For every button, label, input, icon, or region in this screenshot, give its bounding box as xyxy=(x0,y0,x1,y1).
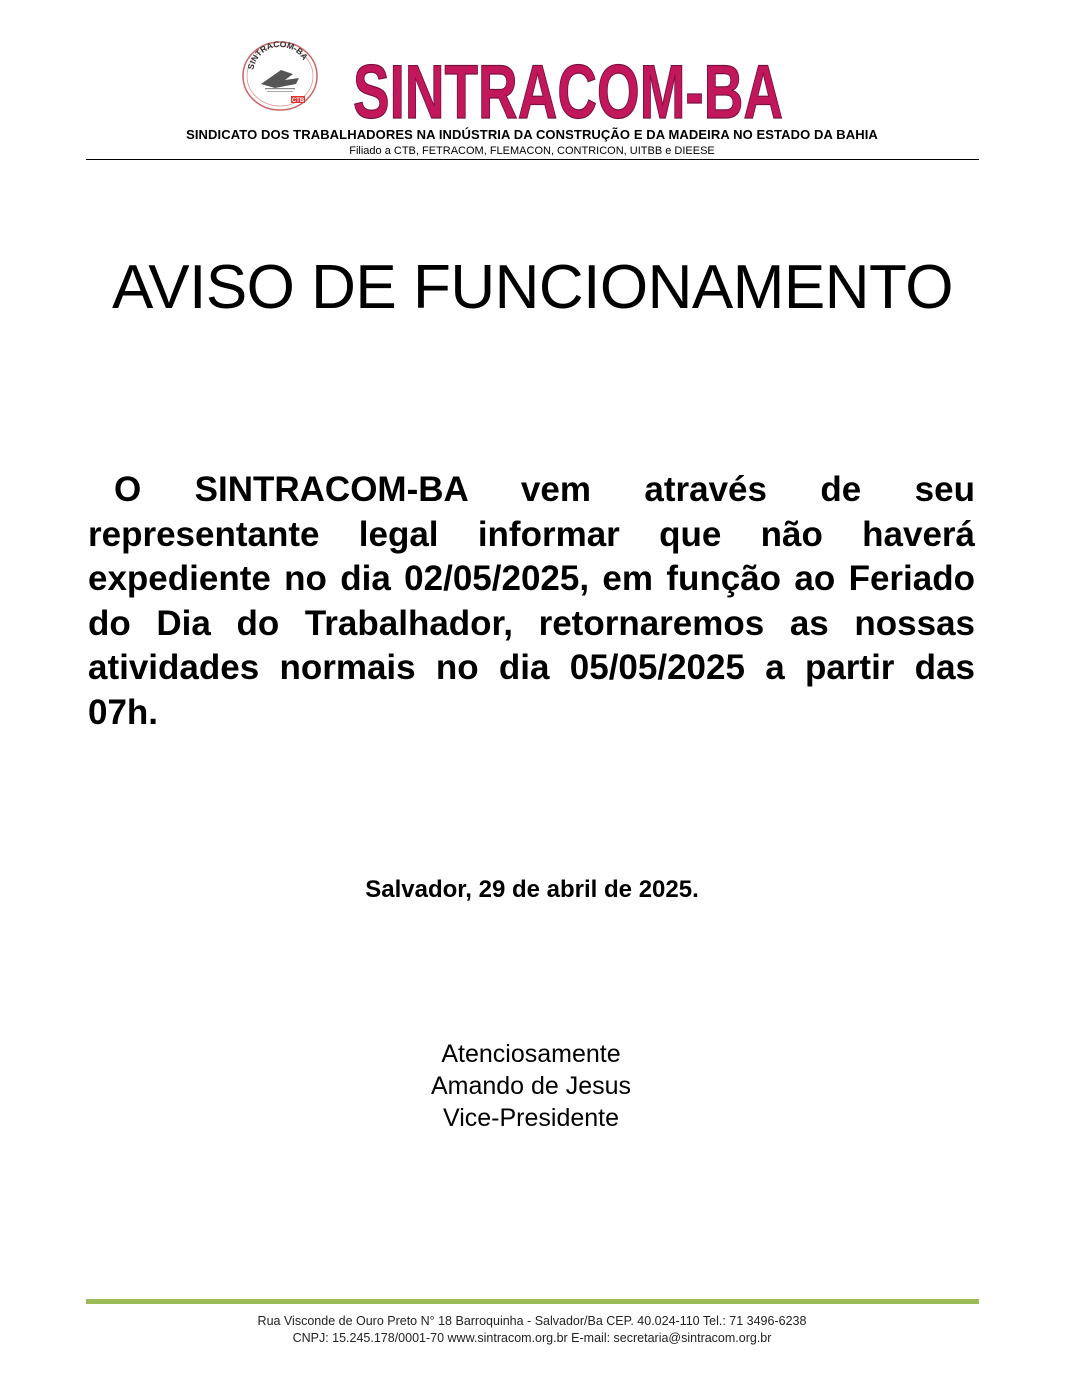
svg-text:SINTRACOM-BA: SINTRACOM-BA xyxy=(353,50,783,128)
header-divider xyxy=(86,159,979,160)
signer-role: Vice-Presidente xyxy=(442,1104,620,1132)
svg-text:CTB: CTB xyxy=(291,98,305,104)
sintracom-brand-logo xyxy=(348,50,788,128)
date-line: Salvador, 29 de abril de 2025. xyxy=(365,876,699,903)
union-seal-logo xyxy=(241,40,319,112)
notice-body: O SINTRACOM-BA vem através de seu representante legal informar que não haverá expediente no dia 02/05/2025, em função ao Feriado do Dia do Trabalhador, retornaremos as nossas atividades normais no dia 05/05/2025 a partir das 07h. xyxy=(88,470,975,732)
closing-word: Atenciosamente xyxy=(441,1040,621,1068)
footer-divider xyxy=(86,1299,979,1304)
notice-title: AVISO DE FUNCIONAMENTO xyxy=(111,253,953,322)
affiliation-line: Filiado a CTB, FETRACOM, FLEMACON, CONTRICON, UITBB e DIEESE xyxy=(349,145,715,157)
signer-name: Amando de Jesus xyxy=(430,1072,632,1100)
svg-text:SINTRACOM-BA: SINTRACOM-BA xyxy=(245,40,311,71)
footer-address: Rua Visconde de Ouro Preto N° 18 Barroquinha - Salvador/Ba CEP. 40.024-110 Tel.: 71 3496-6238 xyxy=(257,1314,807,1328)
letterhead xyxy=(0,0,1080,170)
signature-block xyxy=(0,1038,1062,1134)
union-full-name: SINDICATO DOS TRABALHADORES NA INDÚSTRIA DA CONSTRUÇÃO E DA MADEIRA NO ESTADO DA BAHIA xyxy=(186,127,878,142)
footer-contacts: CNPJ: 15.245.178/0001-70 www.sintracom.org.br E-mail: secretaria@sintracom.org.br xyxy=(292,1331,772,1345)
